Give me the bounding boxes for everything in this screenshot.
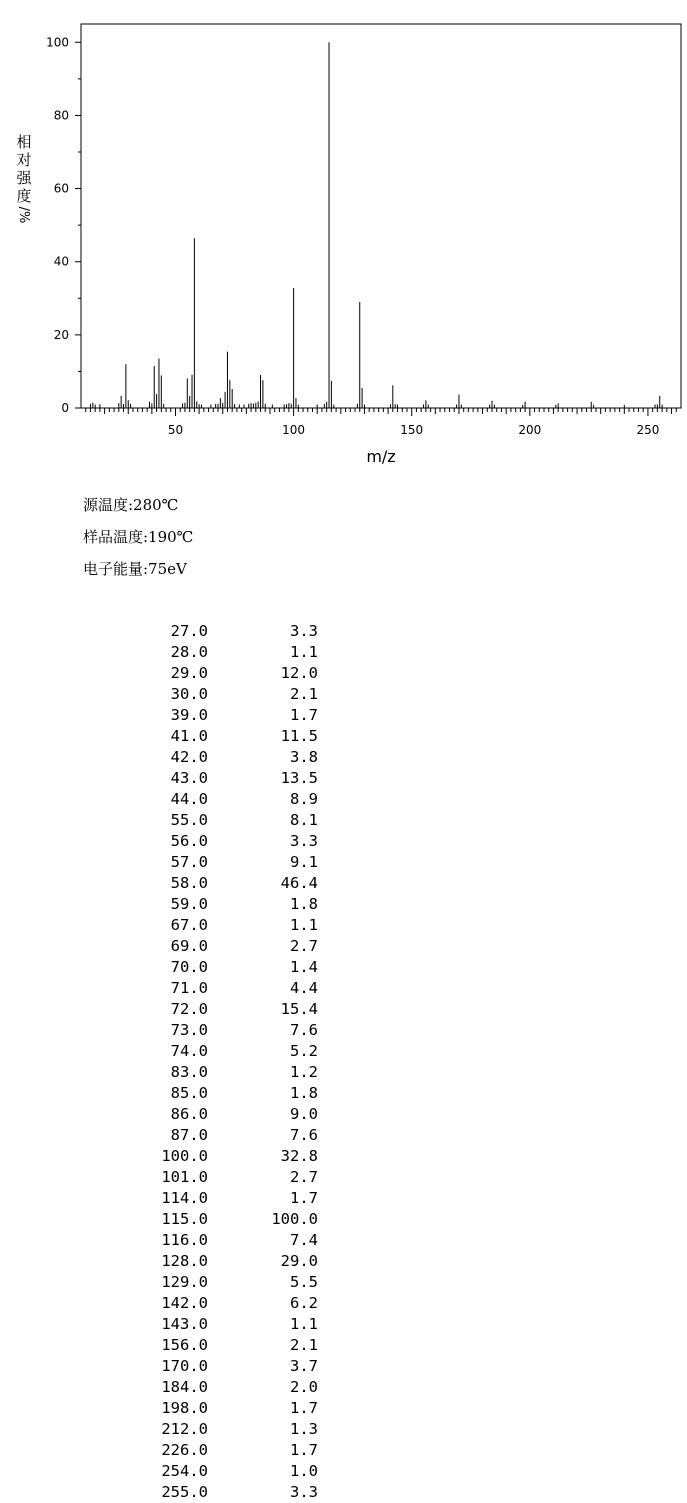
- peak-intensity: 3.3: [290, 1483, 318, 1501]
- peak-row: [120, 1230, 318, 1251]
- peak-row: [120, 1041, 318, 1062]
- peak-intensity: 2.1: [290, 685, 318, 703]
- y-tick-label: 40: [53, 254, 69, 269]
- peak-mz: 87.0: [170, 1126, 208, 1144]
- peak-intensity: 32.8: [280, 1147, 318, 1165]
- peak-mz: 41.0: [170, 727, 208, 745]
- peak-row: [120, 915, 318, 936]
- peak-mz: 115.0: [161, 1210, 208, 1228]
- peak-row: [120, 1398, 318, 1419]
- peak-mz: 43.0: [170, 769, 208, 787]
- peak-mz: 254.0: [161, 1462, 208, 1480]
- peak-row: [120, 999, 318, 1020]
- peak-intensity: 3.3: [290, 832, 318, 850]
- peak-intensity: 9.0: [290, 1105, 318, 1123]
- y-label-char: 对: [16, 151, 32, 169]
- peak-intensity: 1.2: [290, 1063, 318, 1081]
- peak-intensity: 11.5: [280, 727, 318, 745]
- peak-intensity: 1.3: [290, 1420, 318, 1438]
- peak-row: [120, 1020, 318, 1041]
- peak-mz: 30.0: [170, 685, 208, 703]
- peak-row: [120, 936, 318, 957]
- peak-row: [120, 1272, 318, 1293]
- peak-mz: 184.0: [161, 1378, 208, 1396]
- peak-row: [120, 1293, 318, 1314]
- peak-row: [120, 1461, 318, 1482]
- peak-mz: 156.0: [161, 1336, 208, 1354]
- peak-mz: 198.0: [161, 1399, 208, 1417]
- peak-intensity: 1.1: [290, 916, 318, 934]
- x-axis-ticks: [86, 408, 677, 437]
- peak-mz: 42.0: [170, 748, 208, 766]
- peak-intensity: 1.8: [290, 895, 318, 913]
- peak-row: [120, 1335, 318, 1356]
- peak-mz: 128.0: [161, 1252, 208, 1270]
- peak-row: [120, 1104, 318, 1125]
- peak-intensity: 9.1: [290, 853, 318, 871]
- peak-mz: 83.0: [170, 1063, 208, 1081]
- y-tick-label: 60: [53, 181, 69, 196]
- spectrum-bars: [90, 42, 662, 408]
- peak-intensity: 1.0: [290, 1462, 318, 1480]
- peak-mz: 101.0: [161, 1168, 208, 1186]
- peak-row: [120, 852, 318, 873]
- sample-temperature: 样品温度:190℃: [83, 528, 194, 546]
- peak-mz: 69.0: [170, 937, 208, 955]
- peak-row: [120, 810, 318, 831]
- peak-intensity: 13.5: [280, 769, 318, 787]
- peak-intensity: 100.0: [271, 1210, 318, 1228]
- peak-row: [120, 1209, 318, 1230]
- y-label-char: /%: [16, 206, 31, 224]
- y-axis-label: [16, 133, 32, 223]
- peak-intensity: 1.1: [290, 643, 318, 661]
- peak-mz: 71.0: [170, 979, 208, 997]
- peak-mz: 116.0: [161, 1231, 208, 1249]
- y-tick-label: 100: [46, 35, 69, 50]
- instrument-conditions: [83, 494, 193, 590]
- peak-mz: 27.0: [170, 622, 208, 640]
- peak-intensity: 7.6: [290, 1021, 318, 1039]
- y-label-char: 强: [16, 169, 32, 187]
- peak-row: [120, 1440, 318, 1461]
- peak-mz: 73.0: [170, 1021, 208, 1039]
- y-tick-label: 0: [61, 401, 69, 415]
- peak-table: [120, 621, 318, 1503]
- peak-intensity: 8.9: [290, 790, 318, 808]
- peak-row: [120, 1125, 318, 1146]
- y-tick-label: 80: [53, 108, 69, 123]
- peak-mz: 212.0: [161, 1420, 208, 1438]
- peak-intensity: 3.3: [290, 622, 318, 640]
- peak-mz: 170.0: [161, 1357, 208, 1375]
- peak-intensity: 8.1: [290, 811, 318, 829]
- x-tick-label: 50: [167, 423, 184, 437]
- peak-mz: 58.0: [170, 874, 208, 892]
- x-tick-label: 100: [282, 423, 306, 437]
- peak-row: [120, 1251, 318, 1272]
- x-tick-label: 150: [400, 423, 424, 437]
- peak-mz: 28.0: [170, 643, 208, 661]
- peak-row: [120, 705, 318, 726]
- peak-mz: 55.0: [170, 811, 208, 829]
- peak-intensity: 12.0: [280, 664, 318, 682]
- y-tick-label: 20: [53, 327, 69, 342]
- peak-mz: 255.0: [161, 1483, 208, 1501]
- peak-intensity: 3.7: [290, 1357, 318, 1375]
- peak-mz: 44.0: [170, 790, 208, 808]
- peak-row: [120, 1083, 318, 1104]
- peak-intensity: 1.7: [290, 1399, 318, 1417]
- peak-intensity: 7.4: [290, 1231, 318, 1249]
- peak-mz: 142.0: [161, 1294, 208, 1312]
- peak-intensity: 2.7: [290, 937, 318, 955]
- peak-intensity: 1.1: [290, 1315, 318, 1333]
- peak-intensity: 5.5: [290, 1273, 318, 1291]
- mass-spectrum-chart: [0, 0, 687, 480]
- peak-row: [120, 1314, 318, 1335]
- source-temperature: 源温度:280℃: [83, 496, 179, 514]
- peak-mz: 114.0: [161, 1189, 208, 1207]
- peak-row: [120, 831, 318, 852]
- peak-intensity: 1.8: [290, 1084, 318, 1102]
- peak-mz: 67.0: [170, 916, 208, 934]
- peak-intensity: 2.7: [290, 1168, 318, 1186]
- electron-energy: 电子能量:75eV: [83, 560, 187, 578]
- x-axis-label: m/z: [366, 447, 396, 466]
- peak-intensity: 2.0: [290, 1378, 318, 1396]
- peak-row: [120, 894, 318, 915]
- peak-intensity: 4.4: [290, 979, 318, 997]
- peak-row: [120, 1356, 318, 1377]
- plot-frame: [81, 24, 681, 408]
- peak-row: [120, 663, 318, 684]
- peak-row: [120, 1188, 318, 1209]
- peak-row: [120, 1146, 318, 1167]
- peak-intensity: 1.7: [290, 1441, 318, 1459]
- peak-row: [120, 726, 318, 747]
- peak-row: [120, 789, 318, 810]
- peak-mz: 39.0: [170, 706, 208, 724]
- peak-row: [120, 747, 318, 768]
- peak-mz: 86.0: [170, 1105, 208, 1123]
- peak-row: [120, 957, 318, 978]
- peak-intensity: 6.2: [290, 1294, 318, 1312]
- y-label-char: 相: [16, 133, 32, 151]
- peak-intensity: 1.7: [290, 706, 318, 724]
- peak-mz: 29.0: [170, 664, 208, 682]
- x-tick-label: 250: [636, 423, 660, 437]
- peak-mz: 72.0: [170, 1000, 208, 1018]
- peak-mz: 129.0: [161, 1273, 208, 1291]
- peak-row: [120, 978, 318, 999]
- peak-intensity: 7.6: [290, 1126, 318, 1144]
- peak-row: [120, 684, 318, 705]
- peak-mz: 100.0: [161, 1147, 208, 1165]
- peak-row: [120, 621, 318, 642]
- peak-mz: 143.0: [161, 1315, 208, 1333]
- peak-row: [120, 642, 318, 663]
- peak-row: [120, 1377, 318, 1398]
- peak-mz: 56.0: [170, 832, 208, 850]
- peak-mz: 57.0: [170, 853, 208, 871]
- peak-intensity: 5.2: [290, 1042, 318, 1060]
- x-tick-label: 200: [518, 423, 542, 437]
- peak-intensity: 3.8: [290, 748, 318, 766]
- peak-row: [120, 873, 318, 894]
- peak-mz: 226.0: [161, 1441, 208, 1459]
- peak-intensity: 29.0: [280, 1252, 318, 1270]
- peak-mz: 70.0: [170, 958, 208, 976]
- peak-row: [120, 1419, 318, 1440]
- peak-row: [120, 1167, 318, 1188]
- peak-row: [120, 1062, 318, 1083]
- y-label-char: 度: [16, 187, 32, 205]
- peak-intensity: 46.4: [280, 874, 318, 892]
- peak-mz: 85.0: [170, 1084, 208, 1102]
- y-axis-ticks: [46, 35, 81, 415]
- peak-mz: 59.0: [170, 895, 208, 913]
- peak-intensity: 2.1: [290, 1336, 318, 1354]
- peak-row: [120, 768, 318, 789]
- peak-mz: 74.0: [170, 1042, 208, 1060]
- peak-row: [120, 1482, 318, 1503]
- peak-intensity: 1.7: [290, 1189, 318, 1207]
- peak-intensity: 1.4: [290, 958, 318, 976]
- peak-intensity: 15.4: [280, 1000, 318, 1018]
